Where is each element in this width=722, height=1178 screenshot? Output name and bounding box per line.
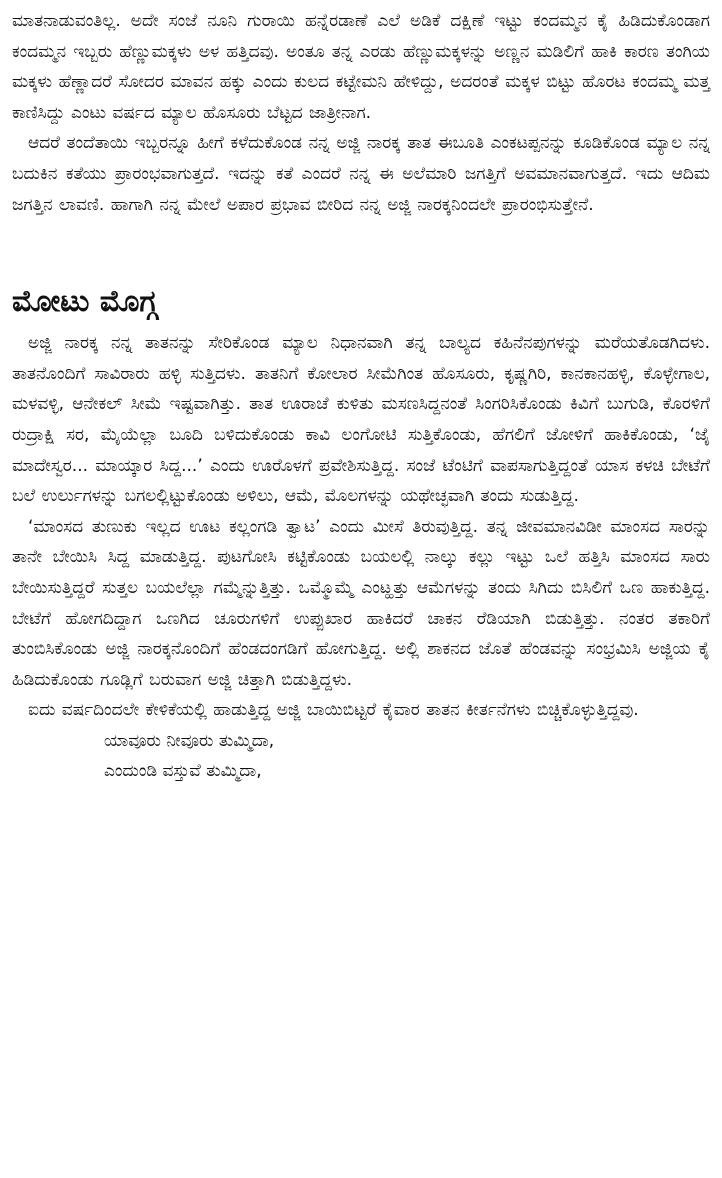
paragraph-1: ಮಾತನಾಡುವಂತಿಲ್ಲ. ಅದೇ ಸಂಜೆ ನೂನಿ ಗುರಾಯಿ ಹನ್ನೆರಡಾಣೆ ಎಲೆ ಅಡಿಕೆ ದಕ್ಷಿಣೆ ಇಟ್ಟು ಕಂದಮ್ಮನ ಕೈ ಹಿಡಿದುಕೊಂಡಾಗ ಕಂದಮ್ಮನ ಇಬ್ಬರು ಹೆಣ್ಣುಮಕ್ಕಳು ಅಳ ಹತ್ತಿದವು. ಅಂತೂ ತನ್ನ ಎರಡು ಹೆಣ್ಣುಮಕ್ಕಳನ್ನು ಅಣ್ಣನ ಮಡಿಲಿಗೆ ಹಾಕಿ ಕಾರಣ ತಂಗಿಯ ಮಕ್ಕಳು ಹೆಣ್ಣಾದರೆ ಸೋದರ ಮಾವನ ಹಕ್ಕು ಎಂದು ಕುಲದ ಕಟ್ಟೇಮನಿ ಹೇಳಿದ್ದು, ಅದರಂತೆ ಮಕ್ಕಳ ಬಿಟ್ಟು ಹೊರಟ ಕಂದಮ್ಮ ಮತ್ತ ಕಾಣಿಸಿದ್ದು ಎಂಟು ವರ್ಷದ ಮ್ಯಾಲ ಹೊಸೂರು ಬೆಟ್ಟದ ಜಾತ್ರೀನಾಗ. — [12, 11, 710, 123]
paragraph-2: ಆದರೆ ತಂದೆತಾಯಿ ಇಬ್ಬರನ್ನೂ ಹೀಗೆ ಕಳೆದುಕೊಂಡ ನನ್ನ ಅಜ್ಜಿ ನಾರಕ್ಕ ತಾತ ಈಬೂತಿ ಎಂಕಟಪ್ಪನನ್ನು ಕೂಡಿಕೊಂಡ ಮ್ಯಾಲ ನನ್ನ ಬದುಕಿನ ಕತೆಯು ಪ್ರಾರಂಭವಾಗುತ್ತದೆ. ಇದನ್ನು ಕತೆ ಎಂದರೆ ನನ್ನ ಈ ಅಲೆಮಾರಿ ಜಗತ್ತಿಗೆ ಅವಮಾನವಾಗುತ್ತದೆ. ಇದು ಆದಿಮ ಜಗತ್ತಿನ ಲಾವಣಿ. ಹಾಗಾಗಿ ನನ್ನ ಮೇಲೆ ಅಪಾರ ಪ್ರಭಾವ ಬೀರಿದ ನನ್ನ ಅಜ್ಜಿ ನಾರಕ್ಕನಿಂದಲೇ ಪ್ರಾರಂಭಿಸುತ್ತೇನೆ. — [12, 133, 710, 215]
section-heading: ಮೋಟು ಮೊಗ್ಗ — [12, 284, 158, 320]
section-spacer — [12, 220, 710, 282]
paragraph-4: ‘ಮಾಂಸದ ತುಣುಕು ಇಲ್ಲದ ಊಟ ಕಲ್ಲಂಗಡಿ ತ್ವಾಟ’ ಎಂದು ಮೀಸೆ ತಿರುವುತ್ತಿದ್ದ. ತನ್ನ ಜೀವಮಾನವಿಡೀ ಮಾಂಸದ ಸಾರನ್ನು ತಾನೇ ಬೇಯಿಸಿ ಸಿದ್ದ ಮಾಡುತ್ತಿದ್ದ. ಪುಟಗೋಸಿ ಕಟ್ಟಿಕೊಂಡು ಬಯಲಲ್ಲಿ ನಾಲ್ಕು ಕಲ್ಲು ಇಟ್ಟು ಒಲೆ ಹತ್ತಿಸಿ ಮಾಂಸದ ಸಾರು ಬೇಯಿಸುತ್ತಿದ್ದರೆ ಸುತ್ತಲ ಬಯಲೆಲ್ಲಾ ಗಮ್ಮೆನ್ನುತ್ತಿತ್ತು. ಒಮ್ಮೊಮ್ಮೆ ಎಂಟ್ಹತ್ತು ಆಮೆಗಳನ್ನು ತಂದು ಸಿಗಿದು ಬಿಸಿಲಿಗೆ ಒಣ ಹಾಕುತ್ತಿದ್ದ. ಬೇಟೆಗೆ ಹೋಗದಿದ್ದಾಗ ಒಣಗಿದ ಚೂರುಗಳಿಗೆ ಉಪ್ಪುಖಾರ ಹಾಕಿದರೆ ಚಾಕನ ರೆಡಿಯಾಗಿ ಬಿಡುತ್ತಿತ್ತು. ನಂತರ ತಕಾರಿಗೆ ತುಂಬಿಸಿಕೊಂಡು ಅಜ್ಜಿ ನಾರಕ್ಕನೊಂದಿಗೆ ಹೆಂಡದಂಗಡಿಗೆ ಹೋಗುತ್ತಿದ್ದ. ಅಲ್ಲಿ ಶಾಕನದ ಜೊತೆ ಹೆಂಡವನ್ನು ಸಂಭ್ರಮಿಸಿ ಅಜ್ಜಿಯ ಕೈ ಹಿಡಿದುಕೊಂಡು ಗೂಡ್ಲಿಗೆ ಬರುವಾಗ ಅಜ್ಜಿ ಚಿತ್ತಾಗಿ ಬಿಡುತ್ತಿದ್ದಳು. — [12, 516, 710, 690]
paragraph-5: ಐದು ವರ್ಷದಿಂದಲೇ ಕೇಳಿಕೆಯಲ್ಲಿ ಹಾಡುತ್ತಿದ್ದ ಅಜ್ಜಿ ಬಾಯಿಬಿಟ್ಟರೆ ಕೈವಾರ ತಾತನ ಕೀರ್ತನೆಗಳು ಬಿಚ್ಚಿಕೊಳ್ಳುತ್ತಿದ್ದವು. — [28, 700, 639, 721]
verse-line-1: ಯಾವೂರು ನೀವೂರು ತುಮ್ಮಿದಾ, — [104, 730, 275, 751]
paragraph-3: ಅಜ್ಜಿ ನಾರಕ್ಕ ನನ್ನ ತಾತನನ್ನು ಸೇರಿಕೊಂಡ ಮ್ಯಾಲ ನಿಧಾನವಾಗಿ ತನ್ನ ಬಾಲ್ಯದ ಕಹಿನೆನಪುಗಳನ್ನು ಮರೆಯತೊಡಗಿದಳು. ತಾತನೊಂದಿಗೆ ಸಾವಿರಾರು ಹಳ್ಳಿ ಸುತ್ತಿದಳು. ತಾತನಿಗೆ ಕೋಲಾರ ಸೀಮೆಗಿಂತ ಹೊಸೂರು, ಕೃಷ್ಣಗಿರಿ, ಕಾನಕಾನಹಳ್ಳಿ, ಕೊಳ್ಳೇಗಾಲ, ಮಳವಳ್ಳಿ, ಆನೇಕಲ್ ಸೀಮೆ ಇಷ್ಟವಾಗಿತ್ತು. ತಾತ ಊರಾಚೆ ಕುಳಿತು ಮಸಣಸಿದ್ದನಂತೆ ಸಿಂಗರಿಸಿಕೊಂಡು ಕಿವಿಗೆ ಬುಗುಡಿ, ಕೊರಳಿಗೆ ರುದ್ರಾಕ್ಷಿ ಸರ, ಮೈಯೆಲ್ಲಾ ಬೂದಿ ಬಳಿದುಕೊಂಡು ಕಾವಿ ಲಂಗೋಟಿ ಸುತ್ತಿಕೊಂಡು, ಹೆಗಲಿಗೆ ಜೋಳಿಗೆ ಹಾಕಿಕೊಂಡು, ‘ಜೈ ಮಾದೇಸ್ವರ... ಮಾಯ್ಕಾರ ಸಿದ್ದ...’ ಎಂದು ಊರೊಳಗೆ ಪ್ರವೇಶಿಸುತ್ತಿದ್ದ. ಸಂಜೆ ಟೆಂಟಿಗೆ ವಾಪಸಾಗುತ್ತಿದ್ದಂತೆ ಯಾಸ ಕಳಚಿ ಬೇಟೆಗೆ ಬಲೆ ಉರ್ಲುಗಳನ್ನು ಬಗಲಲ್ಲಿಟ್ಟುಕೊಂಡು ಅಳಿಲು, ಆಮೆ, ಮೊಲಗಳನ್ನು ಯಥೇಚ್ಛವಾಗಿ ತಂದು ಸುಡುತ್ತಿದ್ದ. — [12, 333, 710, 507]
verse-line-2: ಎಂದುಂಡಿ ವಸ್ತುವೆ ತುಮ್ಮಿದಾ, — [104, 761, 262, 782]
